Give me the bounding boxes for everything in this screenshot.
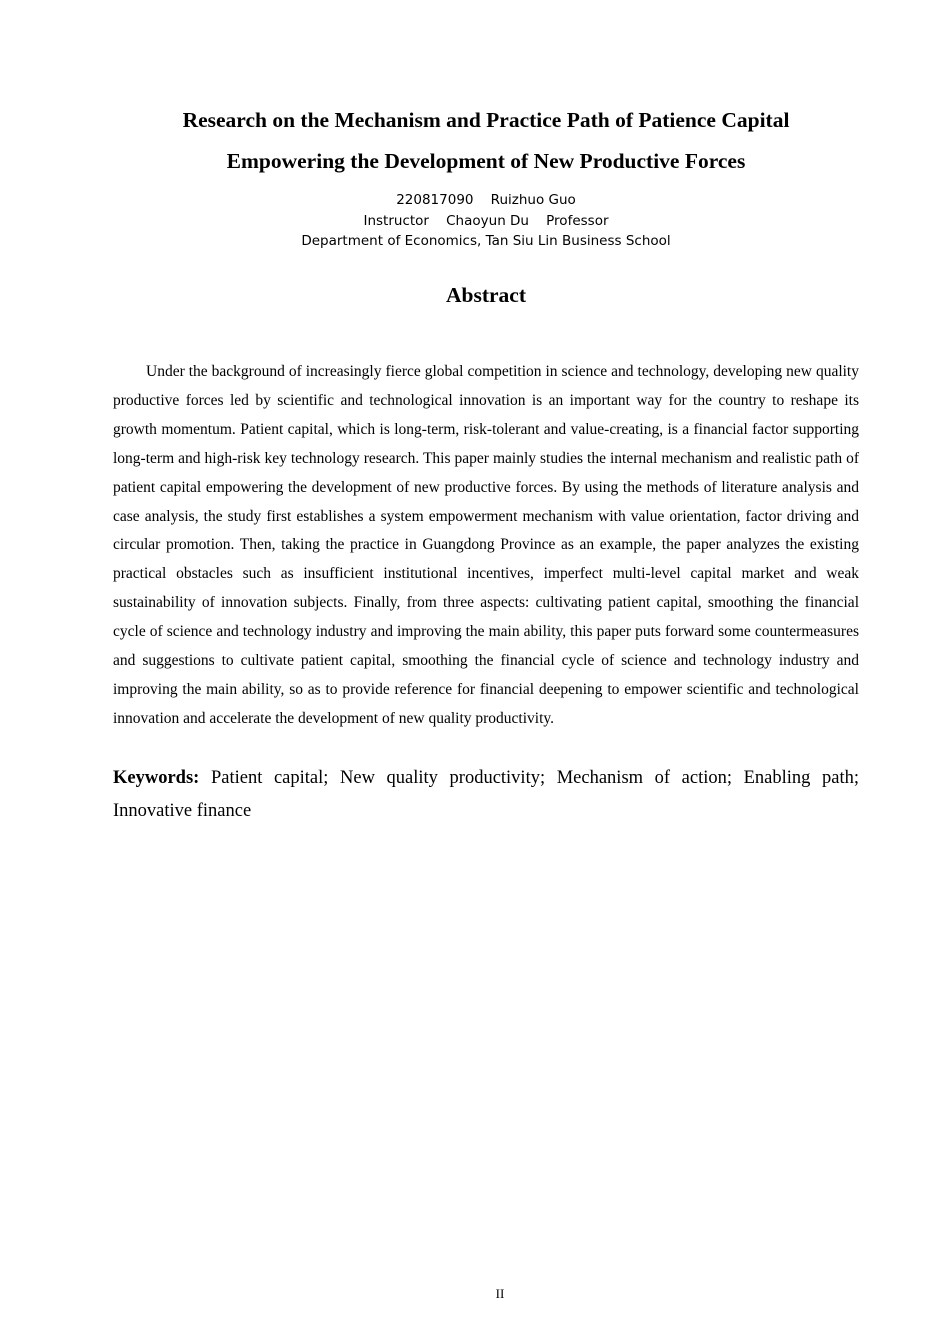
abstract-heading: Abstract	[445, 283, 526, 307]
paper-title-line-1: Research on the Mechanism and Practice Path of Patience Capital	[182, 108, 790, 132]
abstract-body: Under the background of increasingly fierce global competition in science and technology, developing new quality productive forces led by scientific and technological innovation is an important way for the country to reshape its growth momentum. Patient capital, which is long-term, risk-tolerant and value-creating, is a financial factor supporting long-term and high-risk key technology research. This paper mainly studies the internal mechanism and realistic path of patient capital empowering the development of new productive forces. By using the methods of literature analysis and case analysis, the study first establishes a system empowerment mechanism with value orientation, factor driving and circular promotion. Then, taking the practice in Guangdong Province as an example, the paper analyzes the existing practical obstacles such as insufficient institutional incentives, imperfect multi-level capital market and weak sustainability of innovation subjects. Finally, from three aspects: cultivating patient capital, smoothing the financial cycle of science and technology industry and improving the main ability, this paper puts forward some countermeasures and suggestions to cultivate patient capital, smoothing the financial cycle of science and technology industry and improving the main ability, so as to provide reference for financial deepening to empower scientific and technological innovation and accelerate the development of new quality productivity.	[113, 363, 859, 727]
author-line: 220817090 Ruizhuo Guo	[396, 192, 576, 208]
keywords-text: Patient capital; New quality productivity; Mechanism of action; Enabling path; Innovative finance	[113, 768, 860, 821]
keywords-paragraph	[113, 762, 859, 827]
affiliation-line: Department of Economics, Tan Siu Lin Business School	[301, 233, 671, 249]
page-number: II	[495, 1286, 505, 1301]
keywords-label: Keywords:	[113, 768, 200, 788]
instructor-line: Instructor Chaoyun Du Professor	[363, 213, 609, 229]
paper-title-line-2: Empowering the Development of New Productive Forces	[226, 149, 746, 173]
